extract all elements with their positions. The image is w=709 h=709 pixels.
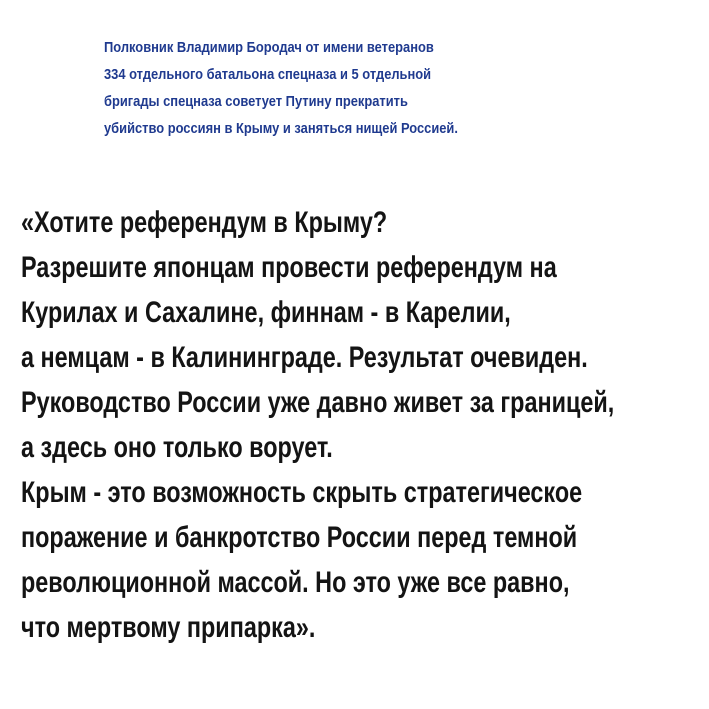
quote-line: Разрешите японцам провести референдум на [21, 251, 557, 284]
quote-line: Курилах и Сахалине, финнам - в Карелии, [21, 296, 511, 329]
quote-line: революционной массой. Но это уже все равно, [21, 566, 570, 599]
quote-line: что мертвому припарка». [21, 611, 316, 644]
header-line: Полковник Владимир Бородач от имени ветеранов [104, 39, 434, 56]
header-line: убийство россиян в Крыму и заняться нищей Россией. [104, 120, 458, 137]
header-line: бригады спецназа советует Путину прекратить [104, 93, 408, 110]
header-line: 334 отдельного батальона спецназа и 5 отдельной [104, 66, 432, 83]
quote-line: поражение и банкротство России перед темной [21, 521, 578, 554]
quote-line: «Хотите референдум в Крыму? [21, 206, 388, 239]
quote-line: Крым - это возможность скрыть стратегическое [21, 476, 583, 509]
quote-line: а здесь оно только ворует. [21, 431, 333, 464]
quote-line: Руководство России уже давно живет за границей, [21, 386, 615, 419]
header-text-block [104, 34, 684, 142]
quote-line: а немцам - в Калининграде. Результат очевиден. [21, 341, 588, 374]
quote-text-block [21, 200, 709, 650]
